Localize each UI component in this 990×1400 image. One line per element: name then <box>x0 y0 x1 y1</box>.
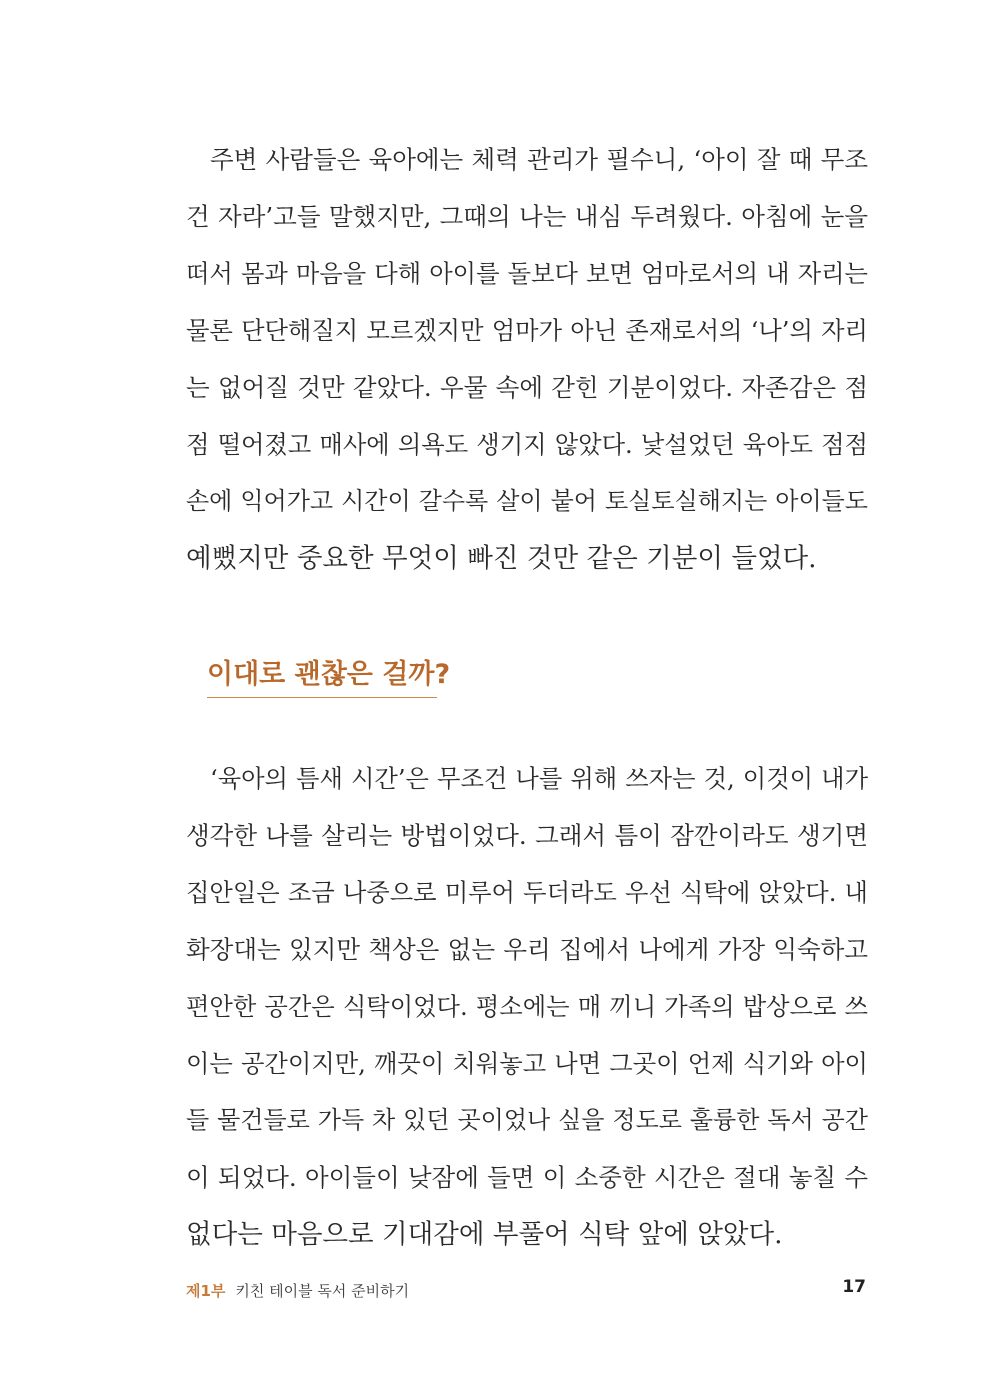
paragraph-line: 점 떨어졌고 매사에 의욕도 생기지 않았다. 낯설었던 육아도 점점 <box>186 430 868 459</box>
paragraph-line: 편안한 공간은 식탁이었다. 평소에는 매 끼니 가족의 밥상으로 쓰 <box>186 992 868 1021</box>
paragraph-line: 주변 사람들은 육아에는 체력 관리가 필수니, ‘아이 잘 때 무조 <box>210 145 869 174</box>
footer-chapter-title: 키친 테이블 독서 준비하기 <box>235 1282 410 1300</box>
section-heading-block <box>207 655 451 698</box>
paragraph-line: 떠서 몸과 마음을 다해 아이를 돌보다 보면 엄마로서의 내 자리는 <box>186 259 868 288</box>
paragraph-line: 들 물건들로 가득 차 있던 곳이었나 싶을 정도로 훌륭한 독서 공간 <box>186 1106 868 1134</box>
paragraph-line: 물론 단단해질지 모르겠지만 엄마가 아닌 존재로서의 ‘나’의 자리 <box>186 316 868 345</box>
paragraph-line: ‘육아의 틈새 시간’은 무조건 나를 위해 쓰자는 것, 이것이 내가 <box>210 764 868 793</box>
paragraph-line: 집안일은 조금 나중으로 미루어 두더라도 우선 식탁에 앉았다. 내 <box>186 878 868 907</box>
section-heading: 이대로 괜찮은 걸까? <box>207 659 451 690</box>
paragraph-line: 화장대는 있지만 책상은 없는 우리 집에서 나에게 가장 익숙하고 <box>186 935 868 964</box>
page-number: 17 <box>842 1277 866 1297</box>
body-paragraph-1 <box>186 131 868 587</box>
body-paragraph-2 <box>186 750 868 1263</box>
footer-part-label: 제1부 <box>186 1282 226 1300</box>
heading-underline <box>207 697 437 698</box>
paragraph-line: 없다는 마음으로 기대감에 부풀어 식탁 앞에 앉았다. <box>186 1219 783 1250</box>
paragraph-line: 예뻤지만 중요한 무엇이 빠진 것만 같은 기분이 들었다. <box>186 543 817 574</box>
paragraph-line: 손에 익어가고 시간이 갈수록 살이 붙어 토실토실해지는 아이들도 <box>186 487 868 515</box>
running-footer <box>186 1280 409 1302</box>
paragraph-line: 이는 공간이지만, 깨끗이 치워놓고 나면 그곳이 언제 식기와 아이 <box>186 1049 868 1078</box>
paragraph-line: 이 되었다. 아이들이 낮잠에 들면 이 소중한 시간은 절대 놓칠 수 <box>186 1163 868 1192</box>
paragraph-line: 건 자라’고들 말했지만, 그때의 나는 내심 두려웠다. 아침에 눈을 <box>186 202 868 231</box>
paragraph-line: 생각한 나를 살리는 방법이었다. 그래서 틈이 잠깐이라도 생기면 <box>186 821 868 850</box>
paragraph-line: 는 없어질 것만 같았다. 우물 속에 갇힌 기분이었다. 자존감은 점 <box>186 373 868 402</box>
